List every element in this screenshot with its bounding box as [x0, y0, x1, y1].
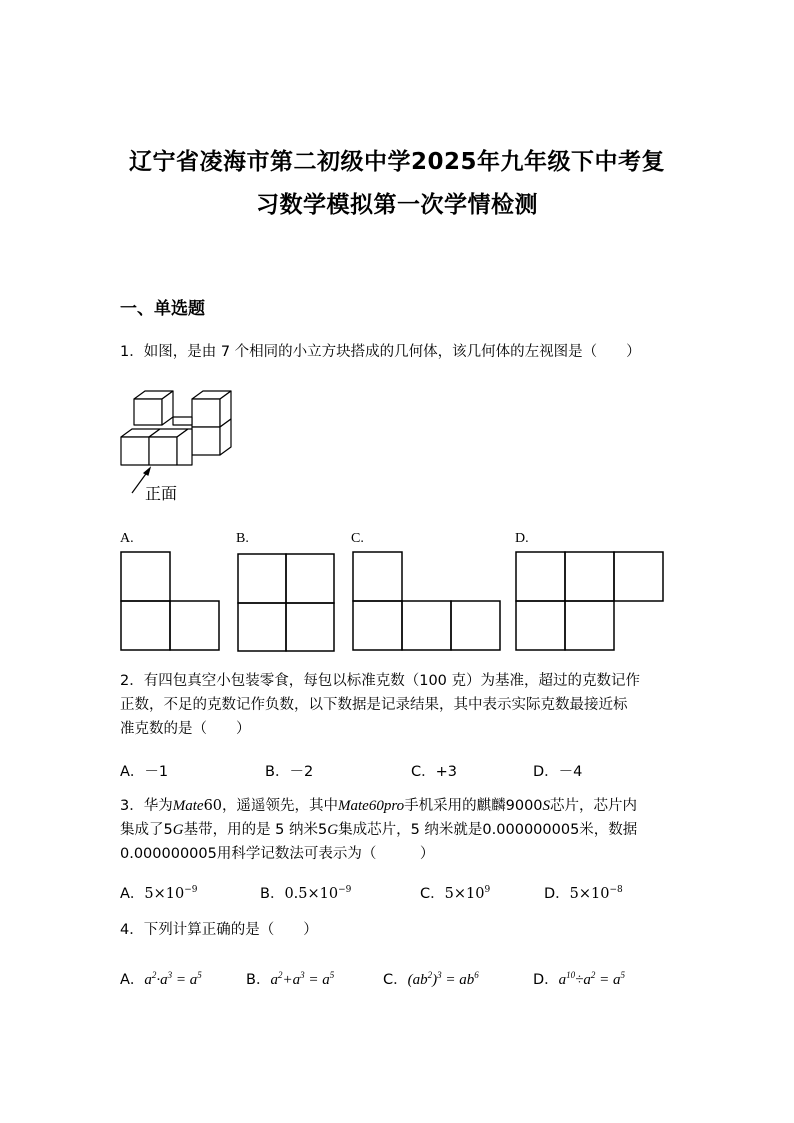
q3-option-b-label: B．: [260, 886, 285, 902]
q3-option-c-value: 5×10: [444, 886, 485, 902]
q2-option-a[interactable]: A．－1: [120, 764, 169, 780]
q4-option-d-formula: $a^{10}\div a^2 = a^5$: [558, 970, 626, 988]
q4-option-a-label: A．: [120, 972, 145, 988]
q3-option-a-label: A．: [120, 886, 145, 902]
q3-option-c-label: C．: [420, 886, 445, 902]
q4-option-c-formula: $(ab^2)^3 = ab^6$: [407, 970, 479, 988]
q2-line1: 2．有四包真空小包装零食，每包以标准克数（100 克）为基准，超过的克数记作: [120, 673, 641, 689]
q3-l1-c: 60，遥遥领先，其中: [203, 798, 339, 814]
q3-l2-b: G: [172, 822, 184, 838]
q3-l2-c: 基带，用的是 5 纳米5: [183, 822, 328, 838]
q3-l2-d: G: [327, 822, 339, 838]
q3-l1-a: 3．华为: [120, 798, 173, 814]
q3-option-b-value: 0.5×10: [284, 886, 339, 902]
q2-line2: 正数，不足的克数记作负数，以下数据是记录结果，其中表示实际克数最接近标: [120, 697, 628, 713]
q1-option-a-label[interactable]: A.: [120, 531, 134, 546]
q3-line1: [120, 793, 637, 819]
q1-option-b-label[interactable]: B.: [236, 531, 249, 546]
q4-option-d[interactable]: [533, 968, 625, 989]
q3-option-a[interactable]: [120, 882, 198, 903]
q3-l1-d: Mate60pro: [338, 798, 405, 814]
q4-option-b[interactable]: [246, 968, 334, 989]
q3-l2-a: 集成了5: [120, 822, 173, 838]
q1-cube-figure: [115, 385, 245, 505]
q1-option-d-label[interactable]: D.: [515, 531, 529, 546]
q1-front-label: 正面: [145, 484, 178, 503]
q3-line3: 0.000000005用科学记数法可表示为（ ）: [120, 846, 435, 862]
q4-stem: 4．下列计算正确的是（ ）: [120, 922, 318, 938]
q3-l1-b: Mate: [172, 798, 204, 814]
q4-option-c[interactable]: [383, 968, 479, 989]
q2-line3: 准克数的是（ ）: [120, 721, 251, 737]
q3-option-d-label: D．: [544, 886, 570, 902]
q3-option-b[interactable]: [260, 882, 351, 903]
document-title-line2: 习数学模拟第一次学情检测: [256, 192, 538, 218]
document-title-line1: 辽宁省凌海市第二初级中学2025年九年级下中考复: [128, 149, 665, 175]
q1-option-c-figure[interactable]: [352, 551, 502, 653]
q2-option-d[interactable]: D．－4: [533, 764, 583, 780]
section-heading: 一、单选题: [120, 299, 205, 319]
q3-option-d-exp: −8: [609, 885, 623, 896]
q1-option-c-label[interactable]: C.: [351, 531, 364, 546]
q3-l1-e: 手机采用的麒麟9000: [404, 798, 543, 814]
q4-option-a[interactable]: [120, 968, 202, 989]
q1-option-a-figure[interactable]: [120, 551, 222, 653]
q3-option-c[interactable]: [420, 882, 490, 903]
q4-option-a-formula: $a^2\cdot a^3 = a^5$: [144, 970, 202, 988]
q4-option-b-formula: $a^2+a^3 = a^5$: [270, 970, 335, 988]
q2-option-c[interactable]: C．+3: [411, 764, 457, 780]
q4-option-b-label: B．: [246, 972, 271, 988]
q3-option-a-value: 5×10: [144, 886, 185, 902]
q3-option-d-value: 5×10: [569, 886, 610, 902]
q3-option-b-exp: −9: [338, 885, 352, 896]
q3-option-c-exp: 9: [484, 885, 491, 896]
q4-option-d-label: D．: [533, 972, 559, 988]
q1-stem: 1．如图，是由 7 个相同的小立方块搭成的几何体，该几何体的左视图是（ ）: [120, 344, 641, 360]
q1-option-d-figure[interactable]: [515, 551, 666, 653]
q3-l1-g: 芯片，芯片内: [550, 798, 638, 814]
q4-option-c-label: C．: [383, 972, 408, 988]
q3-line2: [120, 817, 637, 843]
q3-l2-e: 集成芯片，5 纳米就是0.000000005米，数据: [338, 822, 638, 838]
q3-option-a-exp: −9: [184, 885, 198, 896]
q1-option-b-figure[interactable]: [237, 553, 337, 653]
q3-option-d[interactable]: [544, 882, 623, 903]
q2-option-b[interactable]: B．－2: [265, 764, 314, 780]
q3-l1-f: S: [542, 798, 551, 814]
